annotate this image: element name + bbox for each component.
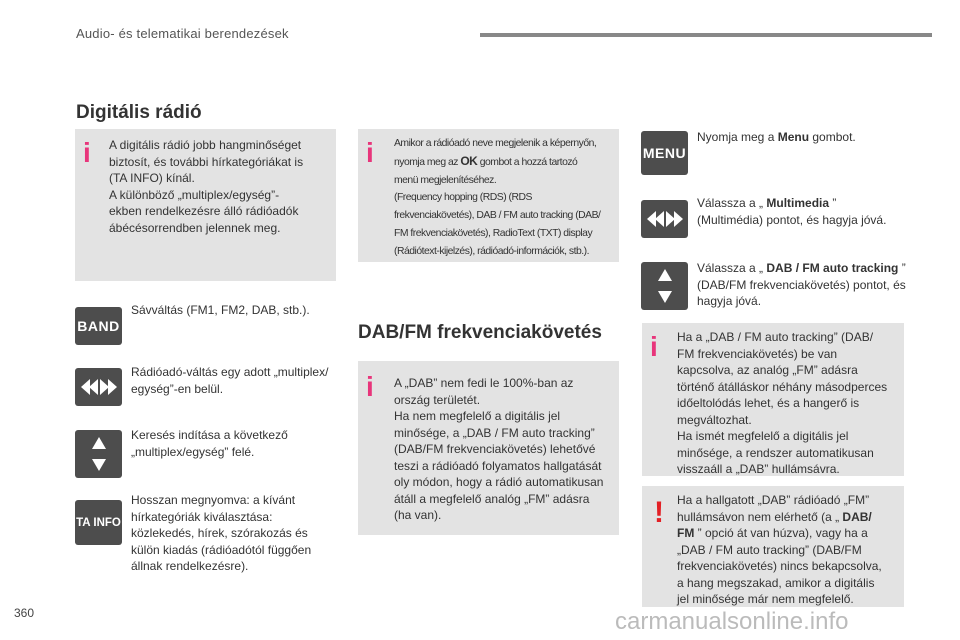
up-down-arrows-icon bbox=[657, 267, 673, 305]
desc-line: közlekedés, hírek, szórakozás és bbox=[131, 526, 308, 540]
info-line: FM frekvenciakövetés), RadioText (TXT) display bbox=[394, 227, 593, 239]
desc-line: Rádióadó-váltás egy adott „multiplex/ bbox=[131, 365, 329, 379]
info-line: menü megjelenítéséhez. bbox=[394, 174, 497, 186]
section-heading-dab-fm: DAB/FM frekvenciakövetés bbox=[358, 322, 602, 343]
info-line: (ha van). bbox=[394, 508, 442, 522]
menu-button[interactable] bbox=[641, 131, 688, 175]
up-down-arrows-button[interactable] bbox=[75, 430, 122, 478]
seek-left-right-icon bbox=[79, 377, 119, 397]
step-line bbox=[697, 260, 932, 277]
info-line: (DAB/FM frekvenciakövetés) lehetővé bbox=[394, 442, 596, 456]
desc-line: külön kiadás (rádióadótól függően bbox=[131, 542, 312, 557]
step-bold: Menu bbox=[777, 130, 810, 144]
chapter-title: Audio- és telematikai berendezések bbox=[76, 26, 289, 41]
header-rule bbox=[480, 33, 932, 37]
step-line bbox=[697, 195, 932, 212]
seek-arrows-button[interactable] bbox=[641, 200, 688, 238]
warning-text-part: ” opció át van húzva), vagy ha a bbox=[694, 526, 868, 540]
band-description bbox=[131, 302, 336, 319]
info-line: Amikor a rádióadó neve megjelenik a képernyőn, bbox=[394, 138, 597, 149]
seek-arrows-button[interactable] bbox=[75, 368, 122, 406]
warning-line bbox=[677, 509, 902, 526]
info-icon: i bbox=[366, 137, 374, 168]
warning-box-no-fm bbox=[642, 486, 904, 607]
step-text: ” bbox=[898, 261, 906, 275]
info-line: teszi a rádióadó folyamatos hallgatását bbox=[394, 458, 602, 473]
watermark: carmanualsonline.info bbox=[615, 608, 849, 635]
warning-line: a hang megszakad, amikor a digitális bbox=[677, 575, 875, 590]
menu-button-label: MENU bbox=[642, 145, 687, 161]
desc-line: hírkategóriák kiválasztása: bbox=[131, 509, 273, 524]
ta-info-button-label: TA INFO bbox=[76, 516, 121, 529]
up-down-arrows-button[interactable] bbox=[641, 262, 688, 310]
info-line: (Rádiótext-kijelzés), rádióadó-információk, stb.). bbox=[394, 245, 590, 257]
info-icon: i bbox=[650, 331, 658, 362]
step-multimedia bbox=[697, 195, 932, 228]
step-menu bbox=[697, 129, 927, 146]
info-line: Ha ismét megfelelő a digitális jel bbox=[677, 429, 849, 443]
page-number: 360 bbox=[14, 606, 35, 620]
band-button-label: BAND bbox=[77, 318, 120, 334]
band-button[interactable] bbox=[75, 307, 122, 345]
desc-line: Sávváltás (FM1, FM2, DAB, stb.). bbox=[131, 303, 310, 317]
info-line: ország területét. bbox=[394, 392, 481, 407]
info-line: biztosít, és további hírkategóriákat is bbox=[109, 154, 304, 169]
info-box-digital-radio bbox=[75, 129, 336, 281]
info-line: minősége, a rendszer automatikusan bbox=[677, 445, 874, 460]
info-line-part: gombot a hozzá tartozó bbox=[477, 156, 578, 168]
info-line: oly módon, hogy a rádió automatikusan bbox=[394, 475, 604, 489]
warning-icon: ! bbox=[654, 496, 664, 529]
step-text: Nyomja meg a bbox=[697, 130, 778, 144]
info-line: Ha nem megfelelő a digitális jel bbox=[394, 409, 561, 423]
info-line: A „DAB” nem fedi le 100%-ban az bbox=[394, 376, 574, 390]
info-line: A digitális rádió jobb hangminőséget bbox=[109, 138, 302, 152]
warning-line: jel minősége már nem megfelelő. bbox=[677, 592, 854, 606]
desc-line: „multiplex/egység” felé. bbox=[131, 444, 255, 459]
info-text bbox=[677, 329, 902, 478]
step-dab-fm-tracking bbox=[697, 260, 932, 310]
info-line: (TA INFO) kínál. bbox=[109, 171, 195, 185]
info-line: A különböző „multiplex/egység”- bbox=[109, 187, 280, 202]
info-line: visszaáll a „DAB” hullámsávra. bbox=[677, 462, 840, 476]
warning-bold: FM bbox=[677, 526, 695, 540]
up-down-arrows-icon bbox=[91, 435, 107, 473]
info-box-dab-coverage bbox=[358, 361, 619, 535]
section-heading-digital-radio: Digitális rádió bbox=[76, 102, 202, 123]
desc-line: állnak rendelkezésre). bbox=[131, 559, 249, 573]
info-line: FM frekvenciakövetés) be van bbox=[677, 346, 838, 361]
ok-keyword: OK bbox=[460, 153, 478, 168]
info-line: kapcsolva, az analóg „FM” adásra bbox=[677, 363, 858, 377]
search-description bbox=[131, 427, 341, 460]
info-line-part: nyomja meg az bbox=[394, 156, 461, 168]
info-line: minősége, a „DAB / FM auto tracking” bbox=[394, 425, 595, 440]
info-text bbox=[109, 137, 334, 236]
warning-line: Ha a hallgatott „DAB” rádióadó „FM” bbox=[677, 493, 870, 507]
info-line: ábécésorrendben jelennek meg. bbox=[109, 220, 281, 235]
desc-line: Keresés indítása a következő bbox=[131, 428, 288, 442]
ta-info-description bbox=[131, 492, 341, 575]
info-line: frekvenciakövetés), DAB / FM auto tracking (DAB/ bbox=[394, 210, 601, 222]
info-line: időeltolódás lehet, és a hangerő is bbox=[677, 396, 860, 410]
info-box-tracking-delay bbox=[642, 323, 904, 476]
warning-line: frekvenciakövetés) nincs bekapcsolva, bbox=[677, 559, 882, 573]
info-text bbox=[394, 375, 616, 524]
desc-line: egység”-en belül. bbox=[131, 381, 224, 396]
info-line: (Frequency hopping (RDS) (RDS bbox=[394, 192, 532, 204]
step-text: ” bbox=[829, 196, 837, 210]
info-line: megváltozhat. bbox=[677, 412, 752, 427]
step-text: Válassza a „ bbox=[697, 261, 767, 275]
step-line: (Multimédia) pontot, és hagyja jóvá. bbox=[697, 212, 887, 227]
info-line bbox=[394, 153, 618, 172]
info-box-station-menu bbox=[358, 129, 619, 262]
warning-text bbox=[677, 492, 902, 608]
step-line bbox=[697, 129, 927, 146]
info-line: történő átálláskor néhány másodperces bbox=[677, 379, 888, 394]
step-line: (DAB/FM frekvenciakövetés) pontot, és bbox=[697, 277, 906, 292]
info-line: Ha a „DAB / FM auto tracking” (DAB/ bbox=[677, 330, 874, 344]
step-text: Válassza a „ bbox=[697, 196, 767, 210]
seek-description bbox=[131, 364, 341, 397]
info-line: átáll a megfelelő analóg „FM” adásra bbox=[394, 491, 590, 506]
step-bold: DAB / FM auto tracking bbox=[766, 261, 899, 275]
step-bold: Multimedia bbox=[766, 196, 830, 210]
seek-left-right-icon bbox=[645, 209, 685, 229]
warning-bold: DAB/ bbox=[842, 509, 872, 524]
warning-text-part: hullámsávon nem elérhető (a „ bbox=[677, 509, 843, 524]
step-text: gombot. bbox=[809, 130, 856, 144]
warning-line bbox=[677, 525, 902, 542]
step-line: hagyja jóvá. bbox=[697, 294, 762, 308]
info-text bbox=[394, 135, 618, 261]
info-line: ekben rendelkezésre álló rádióadók bbox=[109, 204, 299, 218]
desc-line: Hosszan megnyomva: a kívánt bbox=[131, 493, 296, 507]
info-icon: i bbox=[83, 137, 91, 168]
info-icon: i bbox=[366, 371, 374, 402]
ta-info-button[interactable] bbox=[75, 500, 122, 545]
warning-line: „DAB / FM auto tracking” (DAB/FM bbox=[677, 542, 862, 557]
